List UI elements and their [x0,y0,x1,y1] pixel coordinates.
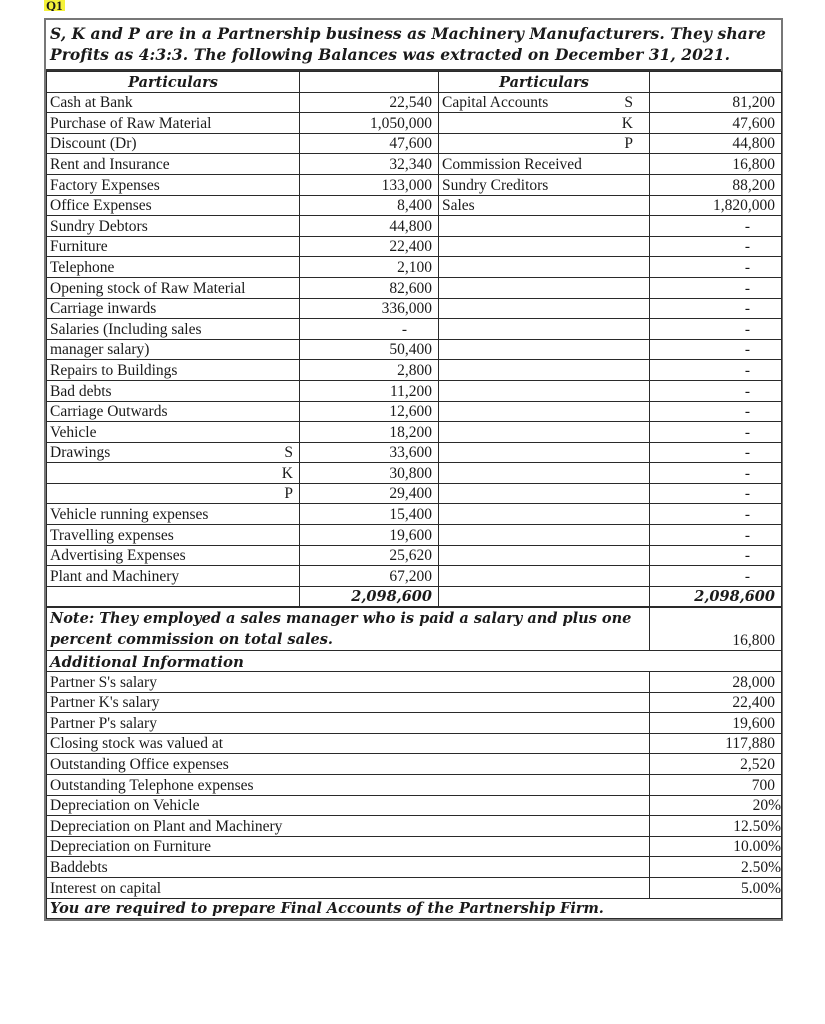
credit-label: Sundry Creditors [442,176,549,194]
intro-text: S, K and P are in a Partnership business as Machinery Manufacturers. They share Profits as 4:3:3. The following Balances was extracted on December 31, 2021. [46,20,781,71]
debit-particular [47,319,300,340]
additional-info-label: Outstanding Telephone expenses [47,775,650,796]
table-row [47,257,782,278]
debit-label: Bad debts [50,382,112,400]
debit-particular [47,463,300,484]
debit-partner-code: K [281,464,293,482]
debit-amount: 336,000 [300,298,439,319]
note-amount: 16,800 [650,608,782,651]
credit-particular [439,154,650,175]
table-row [47,154,782,175]
credit-particular [439,545,650,566]
additional-info-value: 28,000 [650,672,782,693]
additional-info-label: Depreciation on Furniture [47,836,650,857]
debit-particular [47,401,300,422]
additional-info-table [46,607,782,919]
credit-particular [439,133,650,154]
debit-label: Factory Expenses [50,176,160,194]
credit-amount: 81,200 [650,92,782,113]
totals-row [47,586,782,607]
table-row [47,360,782,381]
debit-amount: 47,600 [300,133,439,154]
debit-label: Telephone [50,258,115,276]
credit-particular [439,236,650,257]
credit-particular [439,113,650,134]
credit-amount: 1,820,000 [650,195,782,216]
debit-particular [47,442,300,463]
additional-info-row [47,672,782,693]
credit-amount: - [650,401,782,422]
debit-partner-code: S [284,444,293,462]
table-row [47,483,782,504]
credit-particular [439,257,650,278]
debit-particular [47,422,300,443]
credit-amount: - [650,339,782,360]
credit-amount: - [650,545,782,566]
credit-particular [439,566,650,587]
note-row [47,608,782,651]
debit-amount: 82,600 [300,277,439,298]
debit-label: Drawings [50,444,111,462]
table-row [47,463,782,484]
debit-amount: 29,400 [300,483,439,504]
debit-particular [47,92,300,113]
debit-label: Purchase of Raw Material [50,114,212,132]
debit-label: Vehicle [50,423,97,441]
credit-amount: - [650,360,782,381]
credit-particular [439,195,650,216]
additional-info-value: 5.00% [650,877,782,898]
debit-label: Carriage Outwards [50,403,168,421]
table-row [47,133,782,154]
debit-label: Rent and Insurance [50,155,170,173]
additional-info-value: 20% [650,795,782,816]
debit-amount: 19,600 [300,525,439,546]
credit-particular [439,92,650,113]
debit-particular [47,236,300,257]
additional-info-label: Outstanding Office expenses [47,754,650,775]
debit-particular [47,216,300,237]
debit-amount: 25,620 [300,545,439,566]
table-row [47,92,782,113]
table-row [47,525,782,546]
debit-particular [47,380,300,401]
additional-info-row [47,836,782,857]
debit-particular [47,174,300,195]
debit-particular [47,133,300,154]
additional-info-row [47,754,782,775]
debit-amount: 12,600 [300,401,439,422]
additional-info-row [47,795,782,816]
credit-amount: - [650,566,782,587]
table-row [47,401,782,422]
credit-amount: - [650,216,782,237]
credit-amount: 47,600 [650,113,782,134]
debit-partner-code: P [284,485,293,503]
debit-label: Advertising Expenses [50,547,186,565]
debit-amount: 8,400 [300,195,439,216]
credit-label: Commission Received [442,155,582,173]
debit-amount: 2,100 [300,257,439,278]
additional-info-value: 700 [650,775,782,796]
debit-particular [47,195,300,216]
debit-particular [47,504,300,525]
credit-particular [439,319,650,340]
credit-amount: - [650,236,782,257]
credit-particular [439,216,650,237]
credit-amount: - [650,380,782,401]
credit-particular [439,442,650,463]
credit-partner-code: S [624,94,633,112]
table-row [47,566,782,587]
totals-blank [439,586,650,607]
additional-info-label: Partner S's salary [47,672,650,693]
table-row [47,216,782,237]
credit-amount: - [650,422,782,443]
debit-label: Salaries (Including sales [50,320,202,338]
additional-info-heading-row [47,651,782,672]
credit-particular [439,525,650,546]
trial-balance-table [46,71,782,607]
instruction-row [47,898,782,919]
additional-info-value: 10.00% [650,836,782,857]
table-row [47,195,782,216]
credit-amount: - [650,319,782,340]
debit-label: manager salary) [50,341,150,359]
credit-amount: 44,800 [650,133,782,154]
table-row [47,319,782,340]
additional-info-value: 22,400 [650,692,782,713]
additional-info-label: Depreciation on Vehicle [47,795,650,816]
additional-info-row [47,775,782,796]
credit-amount: 16,800 [650,154,782,175]
additional-info-value: 12.50% [650,816,782,837]
additional-info-label: Depreciation on Plant and Machinery [47,816,650,837]
debit-particular [47,113,300,134]
table-row [47,277,782,298]
debit-label: Cash at Bank [50,94,133,112]
additional-info-row [47,713,782,734]
table-header-row [47,72,782,93]
credit-particular [439,360,650,381]
debit-particular [47,545,300,566]
debit-amount: 22,540 [300,92,439,113]
header-amount-debit [300,72,439,93]
table-row [47,298,782,319]
credit-particular [439,422,650,443]
debit-amount: 11,200 [300,380,439,401]
debit-label: Carriage inwards [50,300,157,318]
debit-label: Plant and Machinery [50,567,180,585]
debit-amount: 50,400 [300,339,439,360]
debit-label: Sundry Debtors [50,217,148,235]
debit-amount: 32,340 [300,154,439,175]
table-row [47,442,782,463]
credit-particular [439,380,650,401]
question-sheet [44,18,783,921]
header-amount-credit [650,72,782,93]
debit-amount: 44,800 [300,216,439,237]
debit-particular [47,360,300,381]
credit-amount: - [650,504,782,525]
debit-amount: 22,400 [300,236,439,257]
credit-amount: - [650,463,782,484]
credit-particular [439,174,650,195]
debit-particular [47,154,300,175]
debit-label: Travelling expenses [50,526,174,544]
credit-amount: - [650,277,782,298]
additional-info-label: Interest on capital [47,877,650,898]
debit-particular [47,566,300,587]
additional-info-row [47,877,782,898]
instruction-text: You are required to prepare Final Accounts of the Partnership Firm. [47,898,782,919]
credit-partner-code: P [624,135,633,153]
debit-amount: 67,200 [300,566,439,587]
debit-amount: 15,400 [300,504,439,525]
credit-amount: - [650,298,782,319]
credit-particular [439,277,650,298]
debit-amount: 2,800 [300,360,439,381]
credit-particular [439,504,650,525]
additional-info-label: Partner P's salary [47,713,650,734]
debit-amount: - [300,319,439,340]
additional-info-label: Partner K's salary [47,692,650,713]
credit-amount: 88,200 [650,174,782,195]
table-row [47,339,782,360]
note-text: Note: They employed a sales manager who is paid a salary and plus one percent commission on total sales. [47,608,650,651]
credit-partner-code: K [621,114,633,132]
credit-amount: - [650,525,782,546]
debit-total: 2,098,600 [300,586,439,607]
additional-info-value: 2,520 [650,754,782,775]
debit-particular [47,483,300,504]
additional-info-row [47,692,782,713]
table-row [47,545,782,566]
additional-info-label: Closing stock was valued at [47,733,650,754]
additional-info-row [47,857,782,878]
totals-blank [47,586,300,607]
additional-info-label: Baddebts [47,857,650,878]
credit-particular [439,463,650,484]
debit-particular [47,277,300,298]
debit-label: Office Expenses [50,197,152,215]
credit-amount: - [650,483,782,504]
additional-info-row [47,733,782,754]
debit-particular [47,298,300,319]
debit-particular [47,525,300,546]
additional-info-value: 19,600 [650,713,782,734]
credit-total: 2,098,600 [650,586,782,607]
header-particulars-debit: Particulars [47,72,300,93]
debit-amount: 33,600 [300,442,439,463]
debit-label: Furniture [50,238,108,256]
debit-amount: 1,050,000 [300,113,439,134]
question-label: Q1 [46,0,63,11]
credit-amount: - [650,442,782,463]
debit-label: Opening stock of Raw Material [50,279,246,297]
table-row [47,422,782,443]
table-row [47,380,782,401]
additional-info-value: 2.50% [650,857,782,878]
additional-info-value: 117,880 [650,733,782,754]
credit-particular [439,339,650,360]
additional-info-heading: Additional Information [47,651,782,672]
table-row [47,236,782,257]
table-row [47,113,782,134]
header-particulars-credit: Particulars [439,72,650,93]
debit-label: Discount (Dr) [50,135,137,153]
additional-info-row [47,816,782,837]
debit-particular [47,257,300,278]
debit-particular [47,339,300,360]
credit-label: Sales [442,197,475,215]
debit-amount: 30,800 [300,463,439,484]
table-row [47,504,782,525]
debit-amount: 18,200 [300,422,439,443]
debit-label: Vehicle running expenses [50,506,209,524]
credit-particular [439,401,650,422]
debit-amount: 133,000 [300,174,439,195]
credit-particular [439,483,650,504]
table-row [47,174,782,195]
credit-label: Capital Accounts [442,94,549,112]
credit-amount: - [650,257,782,278]
credit-particular [439,298,650,319]
debit-label: Repairs to Buildings [50,361,178,379]
